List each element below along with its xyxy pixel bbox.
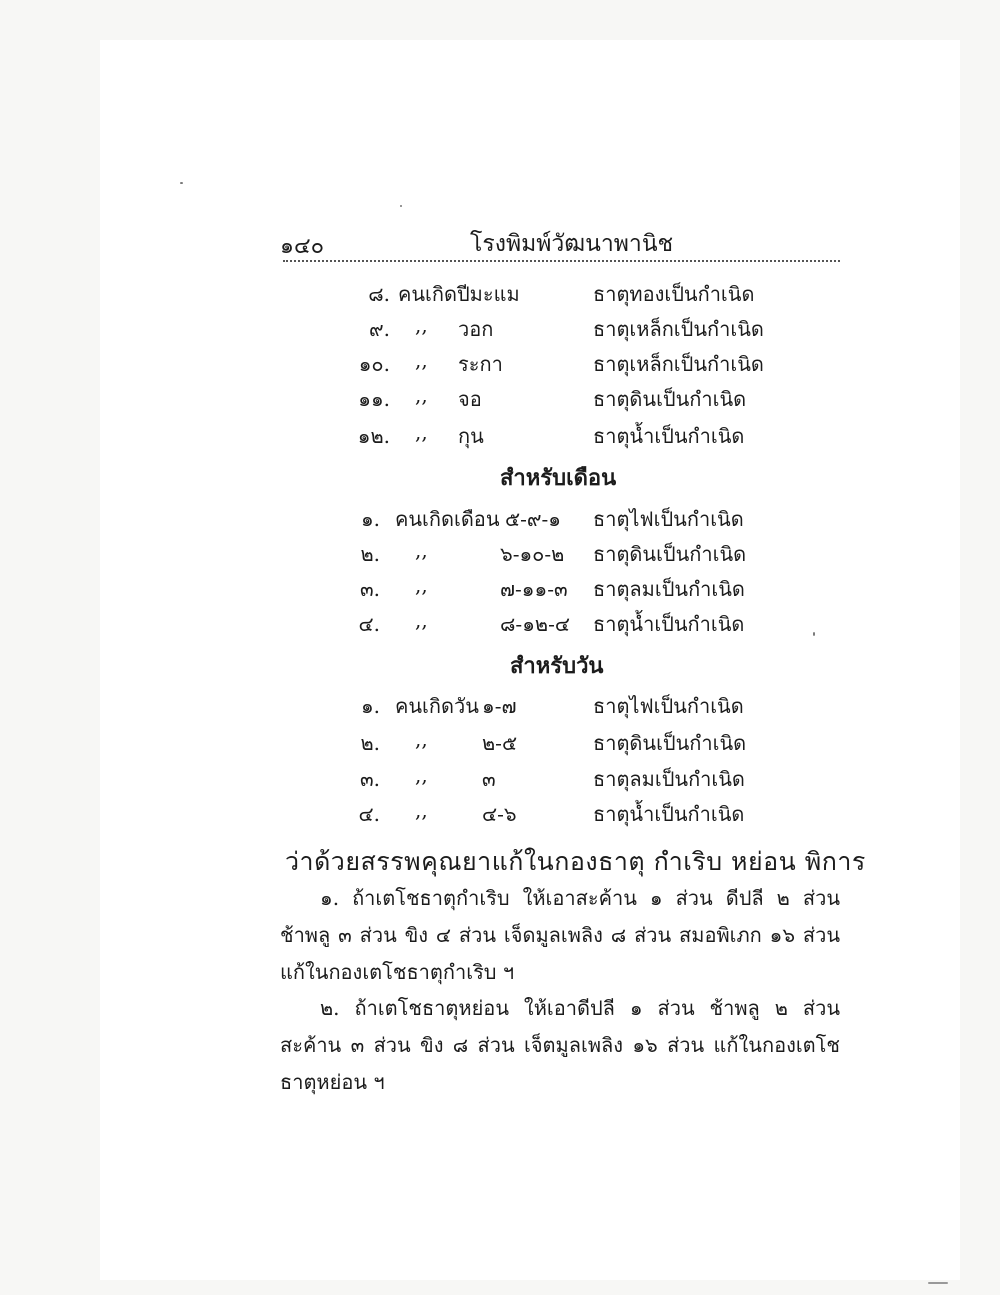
item-element: ธาตุไฟเป็นกำเนิด — [593, 694, 744, 718]
item-name: วอก — [458, 317, 494, 341]
item-number: ๑๐. — [358, 352, 390, 376]
paragraph-line: ธาตุหย่อน ฯ — [280, 1070, 385, 1094]
list-item-year — [0, 313, 1000, 349]
paragraph-line: แก้ในกองเตโชธาตุกำเริบ ฯ — [280, 960, 515, 984]
scan-speck — [813, 632, 815, 636]
section-title-month: สำหรับเดือน — [500, 465, 617, 491]
paragraph-line: ช้าพลู ๓ ส่วน ขิง ๔ ส่วน เจ็ดมูลเพลิง ๘ ส่วน สมอพิเภก ๑๖ ส่วน — [280, 923, 840, 947]
item-person: ,, — [415, 313, 428, 337]
list-item-day — [0, 727, 1000, 763]
item-days: ๑-๗ — [482, 694, 517, 718]
item-number: ๓. — [359, 577, 380, 601]
list-item-day — [0, 690, 1000, 726]
paragraph-line: ๒. ถ้าเตโชธาตุหย่อน ให้เอาดีปลี ๑ ส่วน ช้าพลู ๒ ส่วน — [320, 996, 840, 1020]
item-number: ๔. — [358, 802, 380, 826]
header-divider — [283, 260, 840, 262]
item-months: ๗-๑๑-๓ — [500, 577, 568, 601]
item-element: ธาตุน้ำเป็นกำเนิด — [593, 612, 745, 636]
remedy-paragraph-2 — [280, 990, 840, 1101]
item-element: ธาตุทองเป็นกำเนิด — [593, 282, 755, 306]
paragraph-line: ๑. ถ้าเตโชธาตุกำเริบ ให้เอาสะค้าน ๑ ส่วน ดีปลี ๒ ส่วน — [320, 886, 840, 910]
scan-speck — [180, 182, 183, 184]
scan-speck — [400, 205, 402, 207]
item-element: ธาตุน้ำเป็นกำเนิด — [593, 424, 745, 448]
item-person: ,, — [415, 420, 428, 444]
section-title-day: สำหรับวัน — [510, 653, 604, 679]
paragraph-line: สะค้าน ๓ ส่วน ขิง ๘ ส่วน เจ็ตมูลเพลิง ๑๖ ส่วน แก้ในกองเตโช — [280, 1033, 840, 1057]
list-item-month — [0, 503, 1000, 539]
item-person: ,, — [415, 727, 428, 751]
item-person: ,, — [415, 538, 428, 562]
item-element: ธาตุเหล็กเป็นกำเนิด — [593, 352, 764, 376]
item-months: ๘-๑๒-๔ — [500, 612, 570, 636]
section-heading-remedy: ว่าด้วยสรรพคุณยาแก้ในกองธาตุ กำเริบ หย่อน พิการ — [285, 847, 866, 876]
item-number: ๙. — [368, 317, 390, 341]
item-name: ระกา — [458, 352, 503, 376]
list-item-year — [0, 420, 1000, 456]
list-item-day — [0, 763, 1000, 799]
item-months: ๖-๑๐-๒ — [500, 542, 565, 566]
item-element: ธาตุเหล็กเป็นกำเนิด — [593, 317, 764, 341]
item-person: คนเกิดวัน — [395, 694, 479, 718]
page-number: ๑๔๐ — [280, 234, 325, 259]
item-element: ธาตุลมเป็นกำเนิด — [593, 577, 745, 601]
item-element: ธาตุดินเป็นกำเนิด — [593, 731, 747, 755]
list-item-day — [0, 798, 1000, 834]
item-person: ,, — [415, 348, 428, 372]
item-number: ๘. — [368, 282, 390, 306]
list-item-month — [0, 608, 1000, 644]
item-days: ๓ — [482, 767, 496, 791]
scan-speck — [928, 1282, 948, 1284]
list-item-month — [0, 573, 1000, 609]
item-name: จอ — [458, 387, 482, 411]
list-item-year — [0, 383, 1000, 419]
item-number: ๒. — [360, 542, 380, 566]
list-item-year — [0, 348, 1000, 384]
item-element: ธาตุไฟเป็นกำเนิด — [593, 507, 744, 531]
item-number: ๒. — [360, 731, 380, 755]
list-item-year — [0, 278, 1000, 314]
item-number: ๑. — [360, 507, 380, 531]
item-person: ,, — [415, 763, 428, 787]
item-element: ธาตุลมเป็นกำเนิด — [593, 767, 745, 791]
item-person: ,, — [415, 573, 428, 597]
item-number: ๑๒. — [357, 424, 390, 448]
item-days: ๒-๕ — [482, 731, 518, 755]
item-number: ๔. — [358, 612, 380, 636]
item-element: ธาตุดินเป็นกำเนิด — [593, 542, 747, 566]
item-number: ๑. — [360, 694, 380, 718]
item-person: คนเกิดเดือน — [395, 507, 500, 531]
item-person: คนเกิดปีมะแม — [398, 282, 520, 306]
item-months: ๕-๙-๑ — [505, 507, 561, 531]
item-person: ,, — [415, 798, 428, 822]
list-item-month — [0, 538, 1000, 574]
remedy-paragraph-1 — [280, 880, 840, 991]
item-number: ๑๑. — [358, 387, 390, 411]
item-element: ธาตุน้ำเป็นกำเนิด — [593, 802, 745, 826]
item-element: ธาตุดินเป็นกำเนิด — [593, 387, 747, 411]
item-name: กุน — [458, 424, 484, 448]
item-person: ,, — [415, 383, 428, 407]
running-header-title: โรงพิมพ์วัฒนาพานิช — [470, 231, 674, 257]
item-days: ๔-๖ — [482, 802, 517, 826]
item-person: ,, — [415, 608, 428, 632]
item-number: ๓. — [359, 767, 380, 791]
